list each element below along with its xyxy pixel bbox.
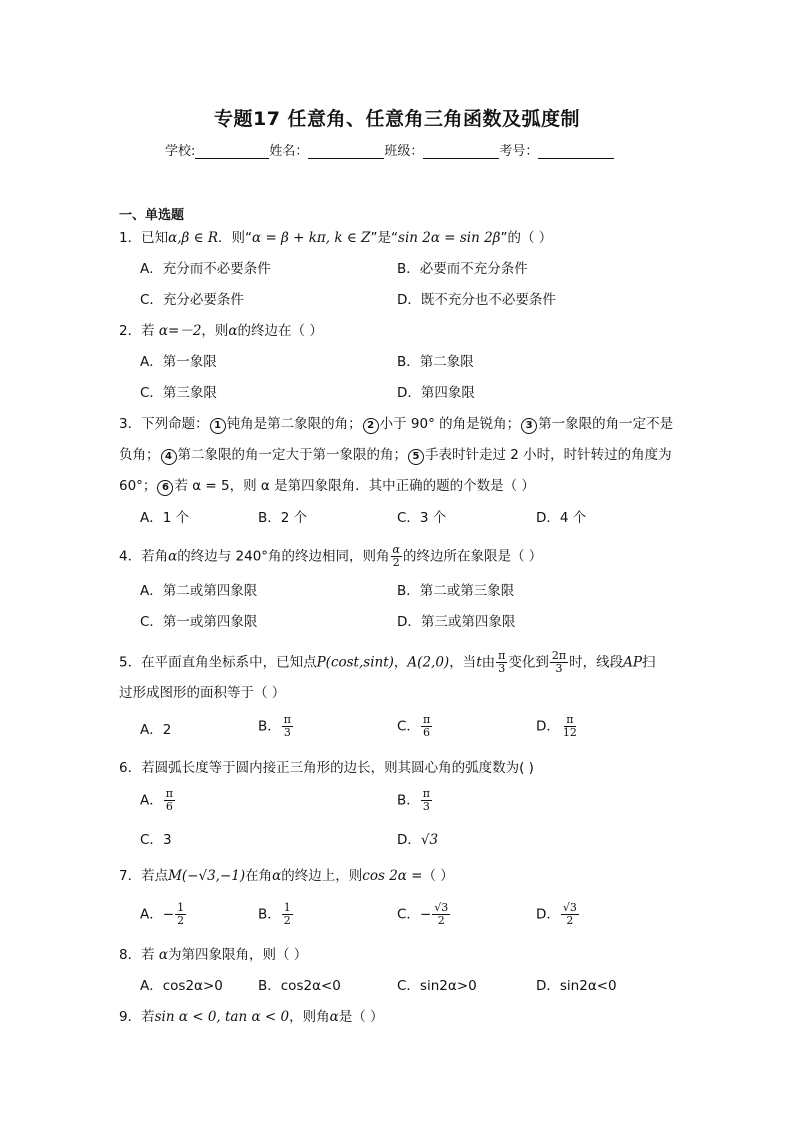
name-blank	[308, 144, 384, 159]
question-text: 在平面直角坐标系中，已知点	[141, 654, 317, 671]
math-expr: α=－2	[158, 323, 202, 339]
option-c: C．sin2α>0	[397, 978, 477, 994]
exam-no-blank	[538, 144, 614, 159]
option-b: B．第二象限	[397, 354, 474, 370]
fraction-denominator: 3	[555, 662, 563, 675]
option-b: B．第二或第三象限	[397, 583, 515, 599]
question-text: 若	[141, 323, 159, 339]
question-9	[119, 1007, 679, 1027]
question-text: 的终边在（ ）	[237, 323, 323, 339]
question-number: 1．	[119, 230, 142, 246]
fraction-numerator: π	[283, 713, 291, 726]
option-d: D．sin2α<0	[536, 978, 617, 994]
question-text: ．则“	[218, 230, 253, 246]
question-number: 2．	[119, 323, 142, 339]
option-b: B．必要而不充分条件	[397, 261, 528, 277]
question-number: 7．	[119, 868, 142, 884]
circled-number: 6	[157, 480, 173, 496]
student-info-line	[165, 140, 665, 159]
question-1	[119, 228, 679, 248]
math-expr: M(−√3,−1)	[168, 868, 246, 884]
class-label: 班级：	[384, 144, 424, 159]
circled-number: 5	[408, 449, 424, 465]
math-expr: A(2,0)	[407, 654, 450, 671]
fraction	[421, 788, 432, 813]
option-label: B．	[258, 906, 281, 923]
fraction	[432, 902, 450, 927]
question-number: 3．	[119, 416, 142, 432]
fraction-denominator: 3	[283, 726, 291, 739]
fraction	[561, 902, 579, 927]
option-d	[536, 714, 580, 739]
option-label: C．	[397, 718, 420, 735]
question-number: 6．	[119, 760, 142, 776]
option-d	[536, 902, 580, 927]
question-text: 第一象限的角一定不是负角；	[119, 416, 674, 463]
fraction	[561, 714, 579, 739]
fraction	[282, 902, 293, 927]
math-var: t	[476, 654, 482, 671]
question-text: ，则角	[289, 1009, 330, 1025]
question-text: 扫	[641, 654, 656, 671]
option-b	[258, 714, 294, 739]
question-text: 若	[141, 1009, 155, 1025]
fraction-denominator: 2	[566, 914, 574, 927]
option-b	[258, 902, 294, 927]
question-text: 若角	[141, 548, 169, 565]
option-d: D．第四象限	[397, 385, 475, 401]
question-text: 时，线段	[569, 654, 624, 671]
option-label: D．	[536, 718, 560, 735]
option-d: D．第三或第四象限	[397, 614, 516, 630]
fraction-denominator: 6	[423, 726, 431, 739]
fraction-numerator: 2π	[551, 649, 567, 662]
class-blank	[423, 144, 499, 159]
option-value: 3	[162, 832, 172, 848]
question-text: 若 α = 5，则 α 是第四象限角．其中正确的题的个数是（ ）	[174, 478, 535, 494]
math-expr: α,β ∈ R	[168, 230, 219, 246]
option-c: C．第三象限	[140, 385, 217, 401]
question-number: 4．	[119, 548, 142, 565]
school-blank	[195, 144, 269, 159]
option-label: B．	[397, 792, 420, 809]
question-text: （ ）	[422, 868, 454, 884]
option-a: A．第一象限	[140, 354, 217, 370]
math-var: AP	[623, 654, 642, 671]
option-a	[140, 902, 187, 927]
question-text: ，当	[449, 654, 477, 671]
option-label: A．	[140, 722, 163, 738]
fraction-numerator: π	[498, 649, 506, 662]
option-b: B．cos2α<0	[258, 978, 341, 994]
option-label: C．	[140, 832, 163, 848]
question-text: 下列命题：	[141, 416, 209, 432]
option-value: 2	[162, 722, 172, 738]
fraction-denominator: 2	[437, 914, 445, 927]
question-text: ”的（ ）	[500, 230, 553, 246]
fraction-denominator: 2	[177, 914, 185, 927]
question-text: ，	[393, 654, 408, 671]
question-4	[119, 544, 679, 569]
question-text: 若	[141, 947, 159, 963]
fraction	[550, 650, 568, 675]
fraction-numerator: π	[165, 787, 173, 800]
option-label: C．	[397, 906, 420, 923]
math-var: α	[329, 1009, 339, 1025]
question-text: 的终边所在象限是（ ）	[402, 548, 543, 565]
exam-no-label: 考号：	[499, 144, 539, 159]
question-6	[119, 758, 679, 778]
math-expr: α = β + kπ, k ∈ Z	[252, 230, 371, 246]
question-text: 变化到	[508, 654, 549, 671]
option-a: A．充分而不必要条件	[140, 261, 271, 277]
option-label: A．	[140, 906, 163, 923]
question-text: 手表时针走过 2 小时，时针转过的角度为 60°；	[119, 447, 672, 494]
math-var: α	[158, 947, 169, 963]
question-2	[119, 321, 679, 341]
math-expr: sin 2α = sin 2β	[398, 230, 501, 246]
fraction	[391, 544, 402, 569]
option-c	[140, 830, 172, 850]
option-sign: −	[162, 906, 175, 923]
question-text: 的终边上，则	[281, 868, 363, 884]
question-text: 钝角是第二象限的角；	[226, 416, 362, 432]
math-expr: P(cost,sint)	[316, 654, 394, 671]
question-text: 在角	[245, 868, 273, 884]
question-5	[119, 650, 679, 675]
option-a: A．cos2α>0	[140, 978, 223, 994]
question-number: 9．	[119, 1009, 142, 1025]
option-label: D．	[397, 832, 421, 848]
fraction-denominator: 2	[392, 556, 400, 569]
option-a	[140, 720, 171, 740]
option-c: C．3 个	[397, 510, 447, 526]
fraction-numerator: π	[422, 713, 431, 726]
math-var: α	[228, 323, 238, 339]
math-var: α	[272, 868, 282, 884]
fraction-denominator: 3	[422, 800, 430, 813]
option-c	[397, 714, 433, 739]
fraction	[496, 650, 507, 675]
fraction-denominator: 6	[165, 800, 173, 813]
question-text: 小于 90° 的角是锐角；	[379, 416, 521, 432]
math-expr: cos 2α =	[362, 868, 423, 884]
question-3	[119, 409, 679, 502]
fraction-numerator: √3	[434, 901, 449, 914]
question-number: 8．	[119, 947, 142, 963]
math-expr: sin α < 0, tan α < 0	[154, 1009, 290, 1025]
option-c	[397, 902, 451, 927]
question-8	[119, 945, 679, 965]
fraction-denominator: 12	[562, 726, 577, 739]
option-b	[397, 788, 433, 813]
fraction	[175, 902, 186, 927]
question-5-line2: 过形成图形的面积等于（ ）	[119, 685, 286, 701]
fraction-denominator: 2	[283, 914, 291, 927]
option-label: A．	[140, 792, 163, 809]
fraction-denominator: 3	[498, 662, 506, 675]
option-d: D．4 个	[536, 510, 587, 526]
option-sign: −	[419, 906, 432, 923]
page-title: 专题17 任意角、任意角三角函数及弧度制	[213, 108, 581, 130]
option-value: √3	[420, 832, 439, 848]
option-label: D．	[536, 906, 560, 923]
question-text: 由	[481, 654, 496, 671]
fraction-numerator: α	[392, 543, 400, 556]
fraction-numerator: π	[422, 787, 430, 800]
question-text: 若圆弧长度等于圆内接正三角形的边长，则其圆心角的弧度数为( )	[141, 760, 534, 776]
name-label: 姓名：	[269, 144, 309, 159]
fraction-numerator: 1	[177, 901, 185, 914]
question-text: 第二象限的角一定大于第一象限的角；	[177, 447, 407, 463]
math-var: α	[168, 548, 178, 565]
circled-number: 3	[521, 418, 537, 434]
section-title: 一、单选题	[119, 208, 185, 223]
option-a: A．第二或第四象限	[140, 583, 258, 599]
question-text: ”是“	[370, 230, 399, 246]
question-text: 是（ ）	[338, 1009, 384, 1025]
option-a: A．1 个	[140, 510, 190, 526]
circled-number: 1	[210, 418, 226, 434]
question-text: ，则	[201, 323, 229, 339]
option-d	[397, 830, 438, 850]
fraction	[164, 788, 175, 813]
question-number: 5．	[119, 654, 142, 671]
question-7	[119, 866, 679, 886]
question-text: 的终边与 240°角的终边相同，则角	[177, 548, 390, 565]
circled-number: 4	[161, 449, 177, 465]
fraction-numerator: √3	[562, 901, 577, 914]
fraction	[421, 714, 432, 739]
question-text: 为第四象限角，则（ ）	[168, 947, 308, 963]
circled-number: 2	[363, 418, 379, 434]
option-b: B．2 个	[258, 510, 308, 526]
option-d: D．既不充分也不必要条件	[397, 292, 556, 308]
school-label: 学校:	[165, 144, 196, 159]
option-a	[140, 788, 176, 813]
question-text: 已知	[141, 230, 169, 246]
option-c: C．第一或第四象限	[140, 614, 258, 630]
option-c: C．充分必要条件	[140, 292, 244, 308]
fraction-numerator: π	[566, 713, 574, 726]
fraction-numerator: 1	[283, 901, 291, 914]
fraction	[282, 714, 293, 739]
question-text: 若点	[141, 868, 169, 884]
option-label: B．	[258, 718, 281, 735]
